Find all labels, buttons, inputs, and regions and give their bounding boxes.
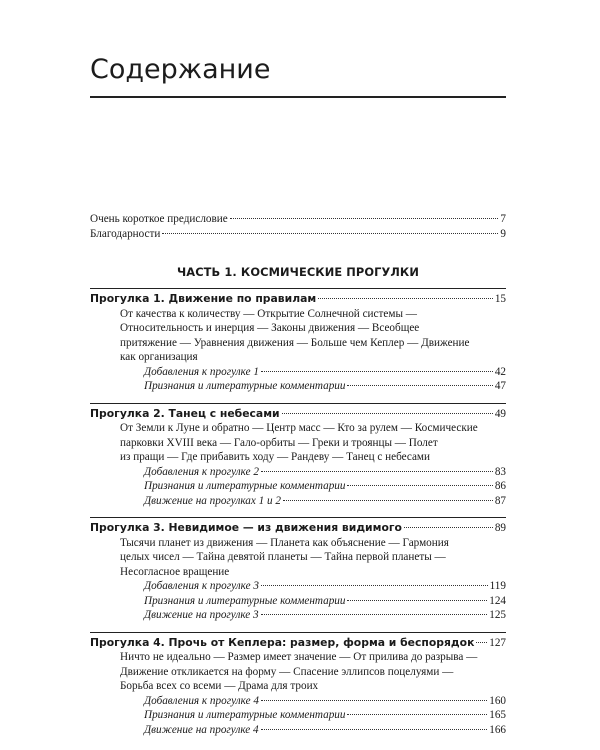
dot-leader (230, 218, 499, 219)
toc-entry-title: Благодарности (90, 227, 161, 240)
walk-heading[interactable] (90, 407, 506, 422)
toc-subentry[interactable] (90, 479, 506, 494)
topics-line: Движение откликается на форму — Спасение эллипсов поцелуями — (120, 665, 454, 678)
walk-section-2 (90, 403, 506, 509)
walk-section-3 (90, 517, 506, 623)
topics-line: От качества к количеству — Открытие Солнечной системы — (120, 307, 417, 320)
walk-topics (90, 536, 506, 580)
toc-entry-acknowledgements[interactable] (90, 227, 506, 242)
walk-heading[interactable] (90, 636, 506, 651)
toc-subentry[interactable] (90, 379, 506, 394)
dot-leader (347, 714, 487, 715)
subentry-page: 87 (494, 494, 506, 507)
topics-line: Ничто не идеально — Размер имеет значение — От прилива до разрыва — (120, 651, 478, 663)
topics-line: Несогласное вращение (120, 565, 230, 578)
walk-title: Прогулка 1. Движение по правилам (90, 292, 317, 305)
subentry-title: Признания и литературные комментарии (144, 709, 346, 721)
subentry-title: Признания и литературные комментарии (144, 594, 346, 607)
walk-page: 49 (494, 407, 506, 420)
subentry-page: 165 (489, 709, 506, 721)
walk-title: Прогулка 2. Танец с небесами (90, 406, 280, 420)
subentry-title: Добавления к прогулке 2 (144, 465, 259, 478)
topics-line: Относительность и инерция — Законы движения — Всеобщее (120, 322, 420, 334)
dot-leader (347, 385, 492, 386)
topics-line: притяжение — Уравнения движения — Больше чем Кеплер — Движение (120, 336, 470, 349)
toc-subentry[interactable] (90, 723, 506, 738)
dot-leader (261, 614, 488, 615)
dot-leader (162, 233, 498, 234)
walk-topics (90, 650, 506, 694)
walk-heading[interactable] (90, 521, 506, 536)
subentry-title: Признания и литературные комментарии (144, 480, 346, 492)
toc-subentry[interactable] (90, 594, 506, 609)
dot-leader (404, 527, 493, 528)
page-title: Содержание (90, 54, 271, 85)
dot-leader (347, 485, 492, 486)
subentry-page: 42 (494, 365, 506, 378)
toc-subentry[interactable] (90, 465, 506, 480)
walk-page: 127 (489, 636, 506, 649)
subentry-page: 160 (489, 694, 506, 707)
toc-subentry[interactable] (90, 608, 506, 623)
walk-page: 15 (494, 293, 506, 305)
dot-leader (318, 298, 493, 299)
subentry-page: 86 (494, 480, 506, 492)
topics-line: От Земли к Луне и обратно — Центр масс — Кто за рулем — Космические (120, 422, 478, 434)
dot-leader (261, 371, 493, 372)
subentry-page: 119 (489, 580, 506, 592)
toc-entry-page: 7 (500, 213, 506, 225)
walk-topics (90, 307, 506, 365)
dot-leader (283, 500, 493, 501)
toc-entry-title: Очень короткое предисловие (90, 213, 228, 225)
topics-line: Тысячи планет из движения — Планета как объяснение — Гармония (120, 536, 449, 549)
walk-topics (90, 421, 506, 465)
toc-subentry[interactable] (90, 579, 506, 594)
table-of-contents (90, 212, 506, 737)
subentry-title: Движение на прогулках 1 и 2 (144, 494, 282, 507)
part-heading: ЧАСТЬ 1. КОСМИЧЕСКИЕ ПРОГУЛКИ (177, 265, 419, 279)
toc-subentry[interactable] (90, 694, 506, 709)
subentry-title: Движение на прогулке 3 (144, 609, 259, 621)
dot-leader (261, 585, 488, 586)
subentry-page: 83 (494, 465, 506, 478)
topics-line: целых чисел — Тайна девятой планеты — Тайна первой планеты — (120, 551, 446, 563)
walk-heading[interactable] (90, 292, 506, 307)
walk-page: 89 (494, 522, 506, 534)
topics-line: парковки XVIII века — Гало-орбиты — Греки и троянцы — Полет (120, 436, 438, 449)
dot-leader (261, 700, 487, 701)
dot-leader (282, 413, 493, 414)
walk-title: Прогулка 3. Невидимое — из движения видимого (90, 521, 402, 534)
topics-line: как организация (120, 351, 198, 363)
subentry-page: 124 (489, 594, 506, 607)
toc-subentry[interactable] (90, 365, 506, 380)
toc-subentry[interactable] (90, 494, 506, 509)
topics-line: Борьба всех со всеми — Драма для троих (120, 680, 319, 692)
subentry-page: 47 (494, 380, 506, 392)
dot-leader (476, 642, 487, 643)
walk-section-4 (90, 632, 506, 738)
topics-line: из пращи — Где прибавить ходу — Рандеву — Танец с небесами (120, 451, 431, 463)
toc-entry-preface[interactable] (90, 212, 506, 227)
subentry-title: Добавления к прогулке 1 (144, 365, 259, 378)
subentry-page: 166 (489, 723, 506, 736)
dot-leader (261, 471, 493, 472)
title-rule (90, 96, 506, 98)
toc-subentry[interactable] (90, 708, 506, 723)
toc-entry-page: 9 (500, 227, 506, 240)
subentry-title: Признания и литературные комментарии (144, 380, 346, 392)
subentry-title: Движение на прогулке 4 (144, 723, 259, 736)
walk-title: Прогулка 4. Прочь от Кеплера: размер, форма и беспорядок (90, 635, 475, 649)
subentry-title: Добавления к прогулке 4 (144, 694, 259, 707)
dot-leader (347, 600, 487, 601)
subentry-title: Добавления к прогулке 3 (144, 580, 259, 592)
subentry-page: 125 (489, 609, 506, 621)
walk-section-1 (90, 288, 506, 394)
dot-leader (261, 729, 488, 730)
